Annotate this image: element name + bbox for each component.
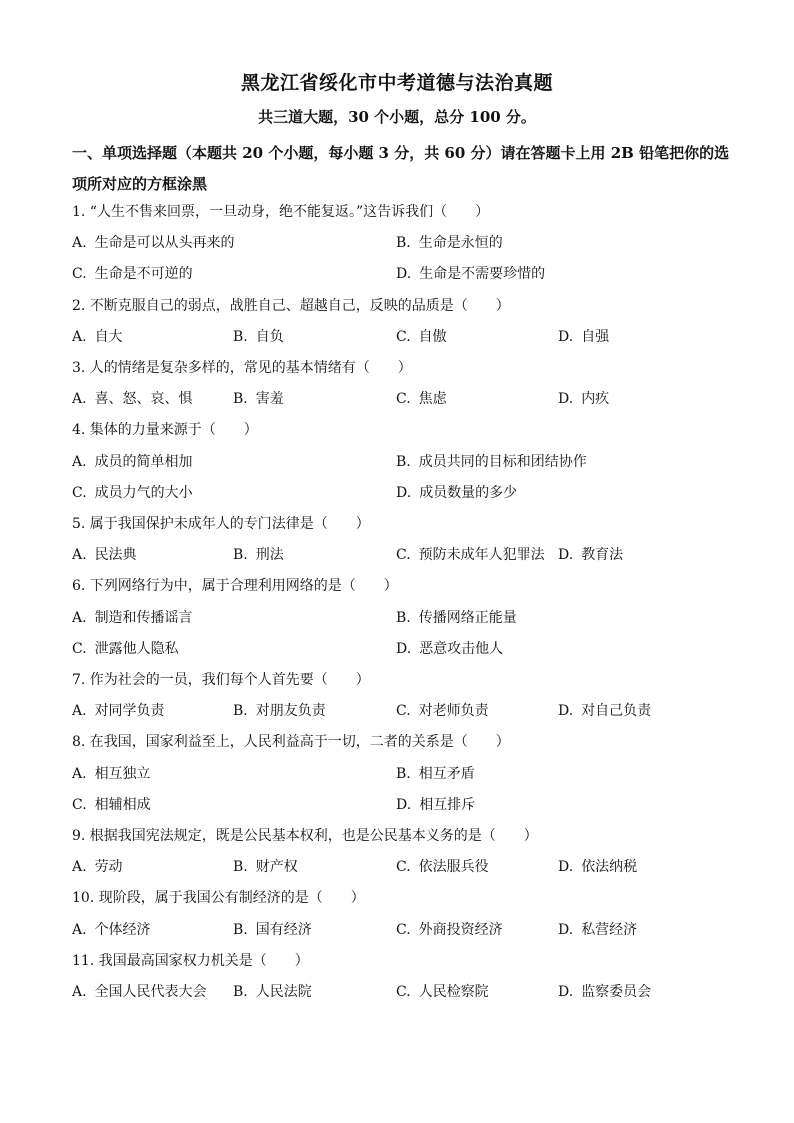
option-d (396, 638, 503, 660)
option-a (72, 700, 165, 722)
option-text: 对同学负责 (94, 703, 165, 719)
option-letter: C. (72, 641, 87, 657)
option-letter: D. (558, 922, 574, 938)
option-c (396, 388, 447, 410)
option-text: 财产权 (255, 859, 298, 875)
option-text: 教育法 (581, 547, 624, 563)
option-b (233, 700, 326, 722)
option-letter: A. (72, 329, 87, 345)
option-letter: A. (72, 454, 87, 470)
option-text: 恶意攻击他人 (419, 641, 504, 657)
option-text: 成员力气的大小 (94, 485, 193, 501)
option-b (396, 763, 475, 785)
option-text: 生命是不可逆的 (94, 266, 193, 282)
option-letter: A. (72, 984, 87, 1000)
option-letter: A. (72, 766, 87, 782)
option-letter: D. (396, 641, 412, 657)
option-a (72, 981, 207, 1003)
option-text: 劳动 (94, 859, 123, 875)
option-a (72, 544, 137, 566)
option-a (72, 326, 123, 348)
option-text: 相辅相成 (94, 797, 151, 813)
option-letter: B. (233, 391, 248, 407)
question-stem: 11. 我国最高国家权力机关是（ ） (72, 953, 309, 969)
option-text: 成员数量的多少 (419, 485, 518, 501)
question-stem: 9. 根据我国宪法规定，既是公民基本权利，也是公民基本义务的是（ ） (72, 828, 538, 844)
option-b (233, 981, 312, 1003)
option-text: 全国人民代表大会 (94, 984, 207, 1000)
option-letter: D. (396, 797, 412, 813)
option-text: 泄露他人隐私 (94, 641, 179, 657)
option-letter: A. (72, 922, 87, 938)
option-text: 生命是可以从头再来的 (94, 235, 235, 251)
option-c (396, 326, 447, 348)
option-letter: A. (72, 859, 87, 875)
option-text: 民法典 (94, 547, 137, 563)
option-d (558, 856, 637, 878)
option-letter: A. (72, 391, 87, 407)
option-text: 外商投资经济 (418, 922, 503, 938)
option-letter: B. (233, 859, 248, 875)
option-text: 传播网络正能量 (418, 610, 517, 626)
question-stem: 7. 作为社会的一员，我们每个人首先要（ ） (72, 672, 370, 688)
option-letter: A. (72, 703, 87, 719)
option-letter: B. (396, 454, 411, 470)
option-text: 害羞 (255, 391, 284, 407)
option-c (72, 638, 179, 660)
option-c (396, 544, 545, 566)
option-d (558, 700, 651, 722)
option-d (558, 544, 623, 566)
option-a (72, 856, 123, 878)
option-letter: C. (396, 547, 411, 563)
page-title: 黑龙江省绥化市中考道德与法治真题 (240, 72, 553, 94)
option-text: 成员共同的目标和团结协作 (418, 454, 587, 470)
option-d (558, 326, 609, 348)
question-stem: 4. 集体的力量来源于（ ） (72, 422, 258, 438)
option-text: 焦虑 (418, 391, 447, 407)
option-letter: C. (396, 391, 411, 407)
option-text: 人民检察院 (418, 984, 489, 1000)
option-letter: C. (396, 329, 411, 345)
option-d (396, 263, 545, 285)
option-a (72, 388, 193, 410)
option-c (396, 856, 489, 878)
option-letter: C. (396, 984, 411, 1000)
option-letter: C. (72, 485, 87, 501)
option-letter: A. (72, 547, 87, 563)
option-c (396, 919, 503, 941)
option-letter: B. (233, 984, 248, 1000)
question-stem: 8. 在我国，国家利益至上，人民利益高于一切，二者的关系是（ ） (72, 734, 510, 750)
option-letter: D. (396, 266, 412, 282)
question-stem: 2. 不断克服自己的弱点，战胜自己、超越自己，反映的品质是（ ） (72, 298, 510, 314)
option-a (72, 232, 235, 254)
option-c (72, 263, 193, 285)
option-text: 生命是永恒的 (418, 235, 503, 251)
option-text: 人民法院 (255, 984, 312, 1000)
option-text: 制造和传播谣言 (94, 610, 193, 626)
option-text: 个体经济 (94, 922, 151, 938)
question-stem: 6. 下列网络行为中，属于合理利用网络的是（ ） (72, 578, 398, 594)
option-a (72, 763, 151, 785)
option-text: 对朋友负责 (255, 703, 326, 719)
option-text: 生命是不需要珍惜的 (419, 266, 546, 282)
option-text: 依法纳税 (581, 859, 638, 875)
option-letter: B. (396, 235, 411, 251)
question-stem: 5. 属于我国保护未成年人的专门法律是（ ） (72, 516, 370, 532)
question-stem: 3. 人的情绪是复杂多样的，常见的基本情绪有（ ） (72, 360, 412, 376)
page-subtitle: 共三道大题，30 个小题，总分 100 分。 (258, 108, 536, 126)
option-b (396, 607, 517, 629)
option-letter: B. (233, 922, 248, 938)
option-a (72, 451, 193, 473)
option-b (233, 388, 284, 410)
option-text: 相互独立 (94, 766, 151, 782)
option-c (396, 981, 489, 1003)
option-letter: B. (396, 610, 411, 626)
option-d (396, 482, 517, 504)
option-b (233, 919, 312, 941)
option-b (396, 451, 587, 473)
option-letter: A. (72, 610, 87, 626)
option-letter: B. (233, 703, 248, 719)
option-c (396, 700, 489, 722)
option-text: 相互排斥 (419, 797, 476, 813)
option-text: 自傲 (418, 329, 447, 345)
option-text: 国有经济 (255, 922, 312, 938)
option-d (558, 388, 609, 410)
option-text: 依法服兵役 (418, 859, 489, 875)
option-letter: D. (558, 703, 574, 719)
option-letter: C. (396, 859, 411, 875)
option-text: 自大 (94, 329, 123, 345)
question-stem: 1. “人生不售来回票，一旦动身，绝不能复返。”这告诉我们（ ） (72, 204, 490, 220)
option-b (396, 232, 503, 254)
option-letter: D. (558, 984, 574, 1000)
option-c (72, 794, 151, 816)
option-letter: C. (72, 266, 87, 282)
option-letter: B. (396, 766, 411, 782)
option-a (72, 607, 193, 629)
option-letter: C. (72, 797, 87, 813)
option-text: 监察委员会 (581, 984, 652, 1000)
option-letter: B. (233, 329, 248, 345)
option-d (396, 794, 475, 816)
option-text: 对老师负责 (418, 703, 489, 719)
option-b (233, 326, 284, 348)
option-letter: D. (558, 859, 574, 875)
option-letter: D. (558, 391, 574, 407)
option-letter: D. (396, 485, 412, 501)
option-letter: D. (558, 547, 574, 563)
option-text: 自负 (255, 329, 284, 345)
option-letter: C. (396, 703, 411, 719)
option-text: 喜、怒、哀、惧 (94, 391, 193, 407)
option-a (72, 919, 151, 941)
option-letter: B. (233, 547, 248, 563)
option-d (558, 919, 637, 941)
option-d (558, 981, 651, 1003)
option-text: 私营经济 (581, 922, 638, 938)
option-b (233, 856, 298, 878)
option-text: 相互矛盾 (418, 766, 475, 782)
option-text: 自强 (581, 329, 610, 345)
option-text: 预防未成年人犯罪法 (418, 547, 545, 563)
option-letter: C. (396, 922, 411, 938)
option-letter: D. (558, 329, 574, 345)
option-c (72, 482, 193, 504)
option-b (233, 544, 284, 566)
question-stem: 10. 现阶段，属于我国公有制经济的是（ ） (72, 890, 365, 906)
option-text: 刑法 (255, 547, 284, 563)
option-letter: A. (72, 235, 87, 251)
option-text: 对自己负责 (581, 703, 652, 719)
option-text: 成员的简单相加 (94, 454, 193, 470)
option-text: 内疚 (581, 391, 610, 407)
section-heading: 一、单项选择题（本题共 20 个小题，每小题 3 分，共 60 分）请在答题卡上用 2B 铅笔把你的选项所对应的方框涂黑 (72, 144, 730, 193)
